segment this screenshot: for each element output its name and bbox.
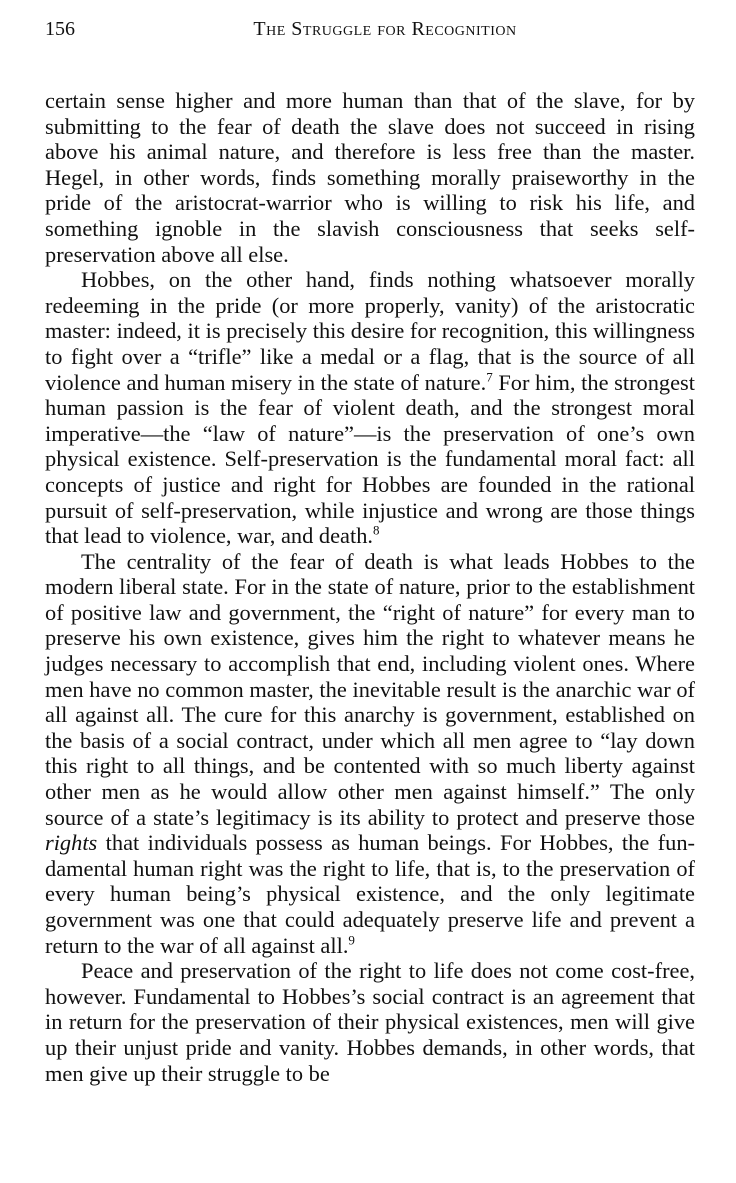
footnote-ref-8: 8	[373, 522, 380, 538]
paragraph-text: certain sense higher and more human than that of the slave, for by submitting to the fear of death the slave does not succeed in rising above his animal nature, and therefore is less free than the master. Hegel, in other words, finds something morally praiseworthy in the pride of the aristocrat-warrior who is willing to risk his life, and something ignoble in the slavish consciousness that seeks self-preservation above all else.	[45, 88, 695, 267]
body-text	[45, 88, 695, 1086]
footnote-ref-7: 7	[486, 369, 493, 385]
paragraph-4	[45, 958, 695, 1086]
paragraph-3	[45, 549, 695, 959]
running-head	[45, 16, 695, 42]
book-page	[45, 16, 695, 1086]
footnote-ref-9: 9	[348, 932, 355, 948]
paragraph-text: Peace and preservation of the right to life does not come cost-free, however. Fundamental to Hobbes’s social contract is an agreement that in return for the preservation of their physical existences, men will give up their unjust pride and vanity. Hobbes demands, in other words, that men give up their struggle to be	[45, 958, 695, 1086]
page-number: 156	[45, 18, 75, 40]
paragraph-2	[45, 267, 695, 549]
paragraph-1	[45, 88, 695, 267]
paragraph-text: that individuals possess as human beings. For Hobbes, the fundamental human right was the right to life, that is, to the preservation of every human being’s physical existence, and the only legitimate government was one that could adequately preserve life and prevent a return to the war of all against all.	[45, 830, 695, 958]
paragraph-text: Hobbes, on the other hand, finds nothing whatsoever morally redeeming in the pride (or more properly, vanity) of the aristocratic master: indeed, it is precisely this desire for recognition, this willingness to fight over a “trifle” like a medal or a flag, that is the source of all violence and human misery in the state of nature.	[45, 267, 695, 395]
paragraph-text: The centrality of the fear of death is what leads Hobbes to the modern liberal state. For in the state of nature, prior to the establishment of positive law and government, the “right of nature” for every man to preserve his own existence, gives him the right to whatever means he judges necessary to accomplish that end, including violent ones. Where men have no common master, the inevitable result is the anarchic war of all against all. The cure for this anarchy is government, established on the basis of a social contract, under which all men agree to “lay down this right to all things, and be contented with so much liberty against other men as he would allow other men against himself.” The only source of a state’s legitimacy is its ability to protect and preserve those	[45, 548, 695, 830]
paragraph-text: For him, the strongest human passion is the fear of violent death, and the strongest moral imperative—the “law of nature”—is the preservation of one’s own physical existence. Self-preservation is the fundamental moral fact: all concepts of justice and right for Hobbes are founded in the rational pursuit of self-preservation, while injustice and wrong are those things that lead to violence, war, and death.	[45, 369, 695, 549]
running-title: The Struggle for Recognition	[253, 18, 517, 40]
italic-emphasis: rights	[45, 830, 98, 856]
